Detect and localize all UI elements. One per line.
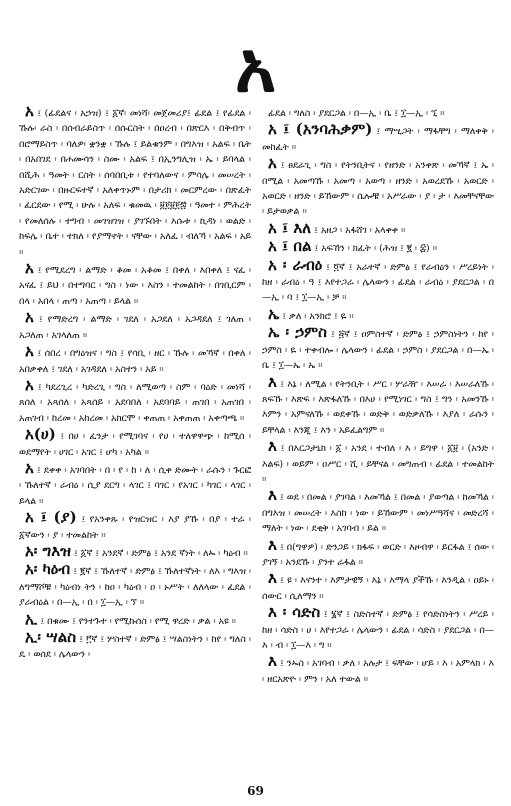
dictionary-entry [19,310,251,343]
entry-definition: ፤ ቃለ ፡ አንክሮ ፤ ዬ ። [282,310,354,322]
entry-definition: ፤ የማድረግ ፡ ልማድ ፡ ገደለ ፡ አጋደለ ፡ አጋዳደለ ፤ ገለጠ ፡ አጋለጠ ፡ አገላለጠ ። [19,314,251,341]
entry-definition: ፤ ፩ኛ ፤ አንደኛ ፡ ድምፅ ፤ አንደ ኛነት ፡ ለኡ ፡ ካዕብ ። [73,547,248,559]
entry-definition: ፤ ደቀቀ ፡ አገባበት ፡ በ ፡ የ ፡ ከ ፡ ለ ፡ ሲቀ ድሙት ፡ ራሱን ፡ ጉርፎ ፡ ኹለተኛ ፡ ራብዕ ፡ ሲያ ደርግ ፡ ላገር ፤ ባገር ፡ የአገር ፡ ካገር ፡ ላገር ፡ ይላል ። [19,464,251,507]
entry-definition: ፤ ካደረጊረ ፡ ካድረጊ ፡ ግስ ፡ ለሚወጣ ፡ ስም ፡ ባዕድ ፡ መነሻ ፡ ጸሰለ ፡ አጻሰለ ፡ አጻሰይ ፡ አደባበለ ፡ አደባባይ ፡ ጠገበ ፡ አጠገበ ፡ አጠገብ ፡ ከረመ ፡ አከረመ ፡ አክርሞ ፡ ቀጠጠ ፡ አቀጠጠ ፡ አቀጣጫ ። [19,381,251,424]
entry-definition: ፤ በሀ ፡ ፈንታ ፡ የሚገባና ፡ የሀ ፡ ተለዋዋጭ ፡ ከሚሰ ፡ ወደማየት ፡ ሀገር ፡ አገር ፤ ሆካ ፡ አካል ። [19,431,251,458]
entry-headword: አ [25,375,34,394]
dictionary-entry [262,218,494,238]
dictionary-entry [262,104,494,121]
entry-headword: እ [268,652,277,671]
entry-definition: ፤ (ፊደልና ፡ አኃዝ) ፤ ፩ኛ፡ መነሻ፡ መጀመሪያ፤ ፊደል ፤ የፊደል ፡ ኹሉ፡ ራስ ፡ በሰብራይስጥ ፡ በሱርስት ፡ በዐረብ ፡ በጽርእ ፡ በቅብጥ ፡ በሮማይስጥ ፡ ባለዎ፡ ቋንቋ ፡ ኹሉ ፤ ይልቁንም ፡ በግእዝ ፡ አልፍ ፡ ቤት ፡ በአበገደ ፡ በሐሙሳን ፡ ስሙ ፡ አልፍ ፤ በኢንግሊዝ ፡ ኤ ፡ ይባላል ፡ በሺሕ ፡ ዓመት ፡ ርስት ፡ ሰባበቢቱ ፡ የተባለውና ፡ ምሳሌ ፡ መሠረት ፡ አድርገው ፡ በዙርፍተኛ ፡ አለቀጥኑም ፡ በታሪክ ፡ መርምረው ፡ በጽፈት ፡ ፈርደው ፡ የሚ ፡ ሁሉ ፡ አለፍ ፡ ቁመዉ ፡ ፱፻፱፻፷ ፡ ዓመተ ፡ ምሕረት ፡ የመለሰሉ ፡ ተግብ ፡ መገዝገዝ ፡ ያገኙበት ፡ እሱቱ ፡ ኪዳነ ፡ ወልድ ፡ ከፍሌ ፡ ቤተ ፡ ተክለ ፡ የያማኖት ፡ ናቸው ፡ አለፈ ፡ ብለኻ ፡ አልፍ ፡ አይ ። [19,108,251,258]
entry-headword: እ [268,437,277,456]
entry-headword: አ(ሀ) [25,425,56,444]
entry-headword: ኢ [25,609,38,628]
dictionary-entry [19,562,251,610]
entry-headword: አ ፤ እለ [268,218,312,237]
right-column [262,104,494,688]
dictionary-entry [19,427,251,460]
entry-headword: አ [25,308,34,327]
entry-headword: አ ፡ ራብዕ [268,255,323,274]
dictionary-entry [19,541,251,561]
entry-headword: አ [268,154,277,173]
entry-headword: እ [268,569,277,588]
entry-headword: እ [268,535,277,554]
entry-headword: አ [25,458,34,477]
dictionary-entry [262,325,494,373]
entry-definition: ፤ በእርጋታኒክ ፡ ፩ ፡ አንደ ፡ ተብለ ፡ እ ፡ ይግዋ ፡ ፩፱ ፡ (አንድ ፡ እልፍ) ፡ ወይም ፡ ዐሥር ፡ ሺ ፡ ይቸናል ፡ መግጠብ ፡ ፊደል ፡ ተመልከት ። [262,443,495,485]
dictionary-entry [19,510,251,543]
entry-headword: አ ፤ (አንባሕቃም) [268,120,373,139]
entry-definition: ፤ በቁሙ ፤ የንተጉተ ፡ የሚኩሰስ ፡ የሚ ዋረድ ፡ ቃል ፡ አዩ ። [40,615,236,627]
entry-definition: ፤ ንኡስ ፡ አገባብ ፡ ቃለ ፡ አሉታ ፤ ፍቸው ፡ ሆይ ፡ እ ፡ አምላክ ፡ እ ፡ ዘርአጽዮ ፡ ምን ፡ አለ ተውል ። [262,658,494,685]
entry-headword: አ [25,102,34,120]
entry-definition: ፤ አፍኸን ፡ ክፈት ፡ (ሕዝ ፤ ፪ ፡ ፰) ። [314,243,437,255]
dictionary-entry [19,261,251,309]
dictionary-entry [262,239,494,256]
dictionary-entry [19,104,251,260]
entry-definition: ፤ እኔ ፡ ለሚል ፡ የትንቢት ፡ ሥር ፡ ሦራዥ ፡ እሠራ ፡ እሠራለኹ ፡ ጸፍኹ ፡ እጽፍ ፡ እጽፋለኹ ፡ በእሀ ፡ የሚነገር ፡ ግስ ፤ ግን ፡ አመንኹ ፡ እምን ፡ አምናለኹ ፡ ወደቀኹ ፡ ወድቅ ፡ ወድቃለኹ ፡ እያለ ፡ ራሱን ፡ ይቸላል ፡ እንጂ ፤ እን ፡ አይፈልግም ። [262,378,494,436]
entry-headword: እ ፡ ሳድስ [268,603,321,622]
left-column [19,104,251,664]
dictionary-entry [262,488,494,536]
entry-definition: ፤ የአንቀጹ ፡ የዝርዝር ፡ እያ ያኹ ፡ በያ ፡ ተራ ፡ ፩ኛውን ፡ ያ ፡ ተመልከት ። [19,514,251,541]
entry-headword: አ፡ ግእዝ [25,541,71,560]
entry-definition: ፤ ሰበረ ፡ በግዕዝና ፡ ግስ ፤ የሳቢ ፡ ዘር ፡ ኹሉ ፡ መኻኛ ፡ በቀለ ፡ አበቃቀለ ፤ ገደለ ፡ አገዳደለ ፡ አስተን ፡ አይ ። [19,348,251,375]
entry-definition: ፤ ዩ ፡ እናንተ ፡ እምታዊኝ ፡ እኔ ፡ እማላ ያችኹ ፡ እንዲል ፡ ዐይኑ ፡ ሰውር ፡ ሲለማን ። [262,575,494,602]
dictionary-entry [19,458,251,509]
dictionary-entry [262,122,494,155]
entry-definition: ፤ በ(ግዋዎ) ፡ ድንጋይ ፡ ክፋፍ ፡ ወርድ ፡ እዞብዋ ፡ ይርፋል ፤ ሰው ፡ ያገኝ ፡ አንደኹ ፡ ያንተ ራፋል ። [262,541,494,568]
dictionary-entry [262,535,494,571]
dictionary-entry [262,255,494,306]
entry-headword: አ፡ ካዕብ [25,560,71,579]
entry-definition: ፤ ፀደራጊ ፡ ግስ ፡ የትንቢትና ፡ የዘንድ ፡ አንቀጽ ፡ መኻኛ ፤ ኤ ፡ በሚል ፡ አመጣኹ ፡ አመጣ ፡ አወጣ ፡ ዘንድ ፡ አወረደኹ ፡ አወርድ ፡ አወርድ ፡ ዘንድ ፡ ይኸውም ፡ ሴሎቹ ፡ አሥራው ፡ ያ ፡ ታ ፡ እመቸናቸው ፡ ይታወቃል ። [262,160,494,218]
dictionary-entry [19,609,251,629]
dictionary-entry [262,654,494,687]
entry-headword: እ [268,372,277,391]
dictionary-entry [262,439,494,487]
entry-headword: አ ፤ በል [268,237,312,256]
entry-definition: ፤ የሚደረግ ፡ ልማድ ፡ ቆመ ፡ አቆመ ፤ በቀለ ፡ እበቀለ ፤ ናፈ ፡ አናፈ ፤ ይህ ፡ በተግባር ፡ ግስ ፡ ነው ፡ እስን ፡ ተመልከት ፡ በገቢርም ፡ በላ ፡ አበላ ፡ ጠጣ ፡ አጠጣ ፡ ይላል ። [19,265,251,307]
dictionary-entry [262,156,494,220]
entry-definition: ፤ ማሢጋት ፡ ማፋቸግ ፡ ማለቀቅ ፡ መከፈት ። [262,126,494,153]
entry-headword: አ [25,259,34,278]
entry-definition: ፊደል ፡ ግለስ ፡ ያደርጋል ፡ በ—ኢ ፡ ቤ ፤ ፲—ኢ ፡ ኚ ። [268,108,445,119]
page-number: 69 [247,784,264,798]
entry-definition: ፤ ፮ኛ ፤ ስድስተኛ ፡ ድምፅ ፤ የሳድስነትን ፡ ሥረይ ፡ ከዘ ፡ ሳድስ ፡ ሀ ፡ እየተጋራ ፡ ሌላውን ፡ ፊደል ፡ ሳድስ ፡ ያደርጋል ፡ በ—እ ፡ ብ ፡ ፲—እ ፡ ግ ። [262,609,494,651]
entry-headword: አ ፤ (ያ) [25,508,77,527]
dictionary-entry [19,630,251,663]
entry-definition: ፤ ፬ኛ ፤ አራተኛ ፡ ድምፅ ፤ የራብዕን ፡ ሥረይነት ፡ ከዘ ፡ ራብዕ ፡ ዓ ፤ እየተጋራ ፡ ሌላውን ፡ ፊደል ፡ ራብዕ ፡ ያደርጋል ፡ በ—ኢ ፡ ባ ፤ ፲—ኢ ፡ ቻ ። [262,261,494,304]
dictionary-entry [262,605,494,653]
dictionary-entry [19,344,251,377]
entry-headword: እ [268,486,277,505]
entry-definition: ፤ ወደ ፡ በመል ፡ ያገባል ፡ እመኻል ፤ በመል ፡ ያወጣል ፡ ከመኻል ፡ በግእዝ ፡ መሠረት ፡ እስከ ፡ ነው ፡ ይኸውም ፡ መነሥዓሻና ፡ መድረሻ ፡ ማለት ፡ ነው ፡ ደቂቅ ፡ አገባብ ፡ ይል ። [262,492,494,535]
entry-headword: ኤ [268,304,280,323]
entry-definition: ፤ ፫ኛ ፤ ሦስተኛ ፡ ድምፅ ፤ ሣልስነትን ፡ ከየ ፡ ግለስ ፡ ዴ ፡ ወሰደ ፡ ሌላውን ፡ [19,634,251,661]
entry-headword: ኢ፡ ሣልስ [25,628,77,646]
entry-definition: ፤ ፭ኛ ፤ ዐምስተኛ ፡ ድምፅ ፤ ኃምስነትን ፡ ከየ ፡ ኃምስ ፡ ዬ ፡ ተቀብሎ ፡ ሌላውን ፡ ፊደል ፡ ኃምስ ፡ ያደርጋል ፡ በ—ኤ ፡ ቤ ፤ ፲—ኤ ፡ ኤ ። [262,329,494,372]
entry-headword: ኤ ፡ ኃምስ [268,323,327,342]
entry-definition: ፤ አዘጋ ፡ አፋሸገ ፡ አላቀቀ ። [314,224,406,236]
section-letter: አ [234,25,277,108]
dictionary-entry [262,304,494,324]
entry-definition: ፤ ፪ኛ ፤ ኹለተኛ ፡ ድምፅ ፤ ኹለተኛነት ፡ ለእ ፡ ግእዝ ፡ ለግማሾቹ ፡ ካዕብነ ትን ፡ ከዐ ፡ ካዕብ ፡ ዐ ፡ ኑሥት ፡ ለለላው ፡ ፈደል ፡ ያራብዕል ፡ በ—ኢ ፡ በ ፡ ፲—ኢ ፡ ኘ ። [19,566,251,609]
dictionary-entry [262,571,494,604]
dictionary-entry [262,372,494,439]
dictionary-entry [19,375,251,426]
entry-headword: አ [25,342,34,361]
